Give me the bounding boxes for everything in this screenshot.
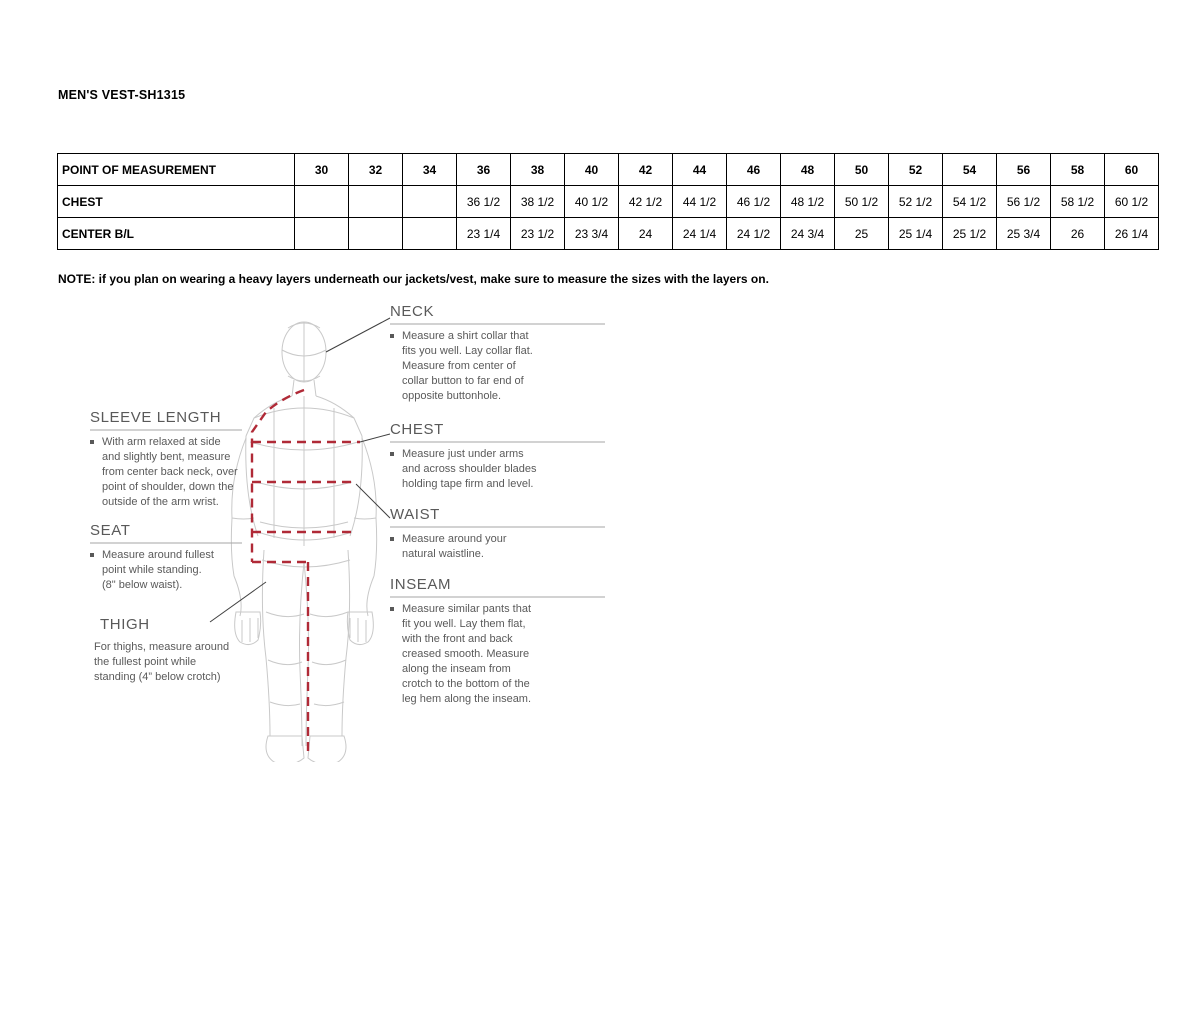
- size-chart-table: [57, 153, 1159, 250]
- cell-center-bl: 25 1/2: [943, 218, 997, 250]
- callout-neck-text-l4: collar button to far end of: [402, 375, 524, 387]
- callout-waist-text-l1: Measure around your: [402, 533, 507, 545]
- callout-neck-text-l3: Measure from center of: [402, 360, 516, 372]
- callout-sleeve-text-l2: and slightly bent, measure: [102, 451, 231, 463]
- callout-sleeve-text-l4: point of shoulder, down the: [102, 481, 234, 493]
- cell-center-bl: 25: [835, 218, 889, 250]
- measurement-diagram: [60, 292, 620, 762]
- callout-inseam-text-l4: creased smooth. Measure: [402, 648, 530, 660]
- size-chart-header: [58, 154, 1159, 186]
- cell-center-bl: 24 1/4: [673, 218, 727, 250]
- cell-chest: 56 1/2: [997, 186, 1051, 218]
- cell-chest: [403, 186, 457, 218]
- cell-center-bl: 25 3/4: [997, 218, 1051, 250]
- header-size: 46: [727, 154, 781, 186]
- callout-inseam-text-l5: along the inseam from: [402, 663, 511, 675]
- header-size: 48: [781, 154, 835, 186]
- callout-waist-text-l2: natural waistline.: [402, 548, 484, 560]
- callout-seat-title: SEAT: [90, 522, 131, 539]
- cell-chest: 46 1/2: [727, 186, 781, 218]
- cell-center-bl: 23 1/4: [457, 218, 511, 250]
- cell-chest: 44 1/2: [673, 186, 727, 218]
- header-size: 54: [943, 154, 997, 186]
- row-label-chest: CHEST: [58, 186, 295, 218]
- cell-chest: 58 1/2: [1051, 186, 1105, 218]
- callout-sleeve-title: SLEEVE LENGTH: [90, 409, 222, 426]
- cell-chest: 38 1/2: [511, 186, 565, 218]
- callout-chest-text-l1: Measure just under arms: [402, 448, 524, 460]
- cell-chest: 48 1/2: [781, 186, 835, 218]
- cell-center-bl: 26 1/4: [1105, 218, 1159, 250]
- callout-chest: [360, 421, 605, 490]
- header-size: 38: [511, 154, 565, 186]
- header-size: 42: [619, 154, 673, 186]
- cell-center-bl: 24 3/4: [781, 218, 835, 250]
- callout-waist: [356, 484, 605, 560]
- callout-seat-text-l2: point while standing.: [102, 564, 202, 576]
- row-label-center-bl: CENTER B/L: [58, 218, 295, 250]
- callout-sleeve-text-l5: outside of the arm wrist.: [102, 496, 219, 508]
- cell-chest: 40 1/2: [565, 186, 619, 218]
- callout-inseam-text-l6: crotch to the bottom of the: [402, 678, 530, 690]
- header-size: 52: [889, 154, 943, 186]
- callout-seat: [90, 522, 242, 591]
- cell-chest: 36 1/2: [457, 186, 511, 218]
- callout-sleeve-text-l1: With arm relaxed at side: [102, 436, 221, 448]
- cell-center-bl: 26: [1051, 218, 1105, 250]
- tape-measure-guides: [252, 390, 360, 752]
- header-point-of-measurement: POINT OF MEASUREMENT: [58, 154, 295, 186]
- callout-thigh-title: THIGH: [100, 616, 150, 633]
- cell-chest: 52 1/2: [889, 186, 943, 218]
- header-size: 32: [349, 154, 403, 186]
- cell-chest: 50 1/2: [835, 186, 889, 218]
- header-size: 60: [1105, 154, 1159, 186]
- callout-sleeve-length: [90, 409, 242, 508]
- callout-chest-text-l2: and across shoulder blades: [402, 463, 537, 475]
- measurement-note: NOTE: if you plan on wearing a heavy layers underneath our jackets/vest, make sure to measure the sizes with the layers on.: [58, 272, 769, 286]
- callout-thigh-text-l2: the fullest point while: [94, 656, 197, 668]
- cell-center-bl: [349, 218, 403, 250]
- header-size: 56: [997, 154, 1051, 186]
- cell-center-bl: 23 1/2: [511, 218, 565, 250]
- table-header-row: [58, 154, 1159, 186]
- callout-neck-title: NECK: [390, 303, 435, 320]
- callout-inseam: [390, 576, 605, 705]
- header-size: 58: [1051, 154, 1105, 186]
- cell-center-bl: [403, 218, 457, 250]
- cell-center-bl: 23 3/4: [565, 218, 619, 250]
- callout-inseam-title: INSEAM: [390, 576, 452, 593]
- callout-inseam-text-l7: leg hem along the inseam.: [402, 693, 532, 705]
- cell-chest: 54 1/2: [943, 186, 997, 218]
- cell-chest: 42 1/2: [619, 186, 673, 218]
- cell-chest: 60 1/2: [1105, 186, 1159, 218]
- header-size: 30: [295, 154, 349, 186]
- callout-inseam-text-l2: fit you well. Lay them flat,: [402, 618, 526, 630]
- callout-inseam-text-l3: with the front and back: [402, 633, 513, 645]
- callout-thigh-text-l3: standing (4” below crotch): [94, 671, 221, 683]
- cell-center-bl: 24 1/2: [727, 218, 781, 250]
- cell-center-bl: 25 1/4: [889, 218, 943, 250]
- header-size: 34: [403, 154, 457, 186]
- callout-neck-text-l2: fits you well. Lay collar flat.: [402, 345, 533, 357]
- cell-center-bl: [295, 218, 349, 250]
- header-size: 44: [673, 154, 727, 186]
- callout-seat-text-l3: (8" below waist).: [102, 579, 183, 591]
- table-row: [58, 218, 1159, 250]
- figure-wireframe: [231, 322, 376, 762]
- header-size: 50: [835, 154, 889, 186]
- header-size: 36: [457, 154, 511, 186]
- callout-neck: [326, 303, 605, 402]
- cell-center-bl: 24: [619, 218, 673, 250]
- callout-sleeve-text-l3: from center back neck, over: [102, 466, 238, 478]
- page-title: MEN'S VEST-SH1315: [58, 88, 186, 102]
- header-size: 40: [565, 154, 619, 186]
- callout-inseam-text-l1: Measure similar pants that: [402, 603, 531, 615]
- callout-neck-text-l5: opposite buttonhole.: [402, 390, 502, 402]
- cell-chest: [349, 186, 403, 218]
- callout-chest-title: CHEST: [390, 421, 444, 438]
- size-chart-body: [58, 186, 1159, 250]
- callout-waist-title: WAIST: [390, 506, 440, 523]
- table-row: [58, 186, 1159, 218]
- callout-seat-text-l1: Measure around fullest: [102, 549, 214, 561]
- callout-chest-text-l3: holding tape firm and level.: [402, 478, 534, 490]
- callout-neck-text-l1: Measure a shirt collar that: [402, 330, 529, 342]
- cell-chest: [295, 186, 349, 218]
- callout-thigh-text-l1: For thighs, measure around: [94, 641, 230, 653]
